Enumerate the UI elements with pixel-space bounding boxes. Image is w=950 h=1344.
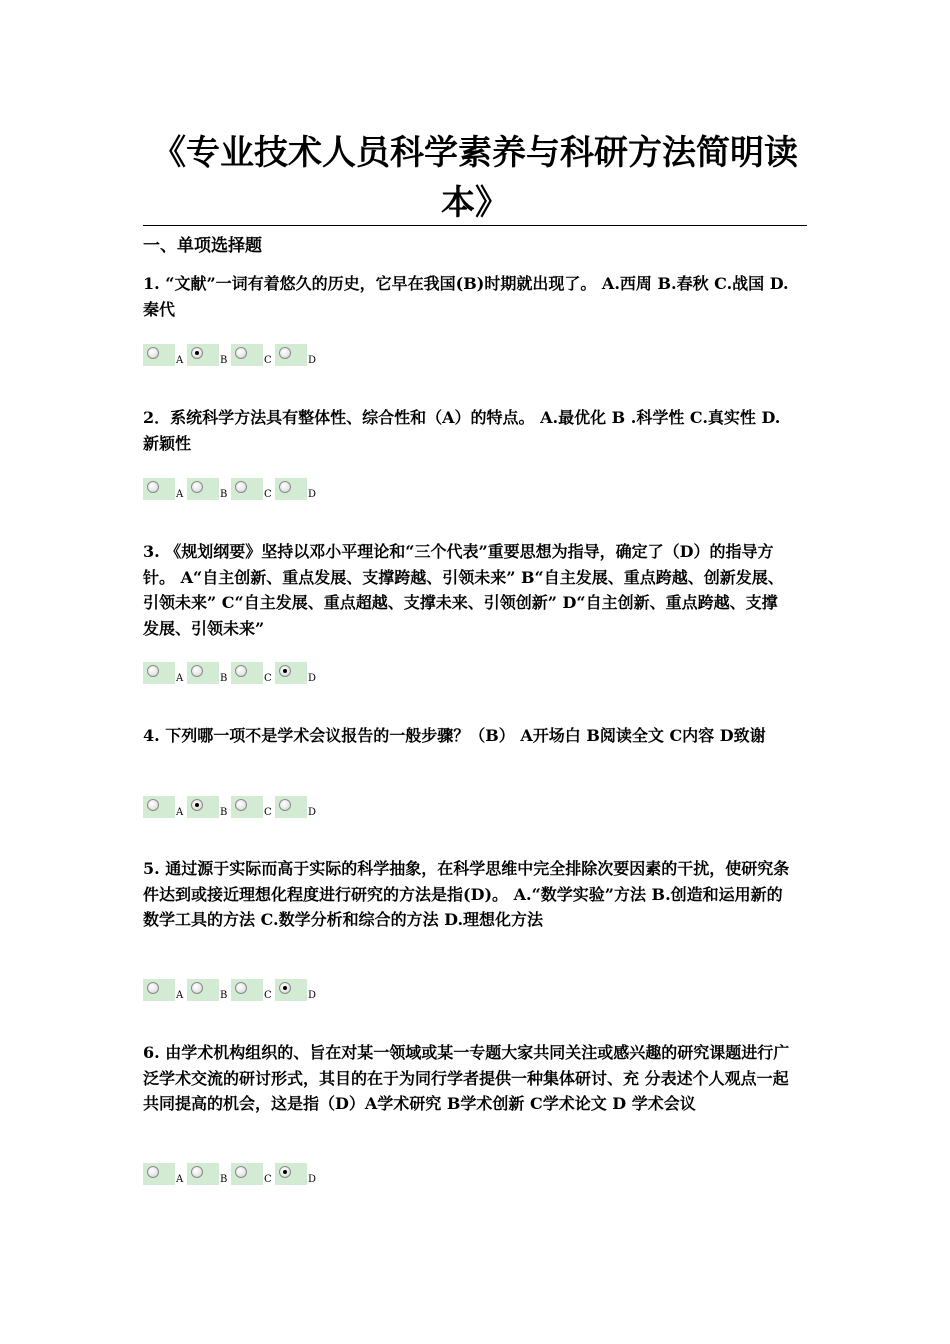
radio-unchecked-icon[interactable] [147,665,159,677]
question-5 [143,856,793,1001]
radio-unchecked-icon[interactable] [147,347,159,359]
option-label: B [220,990,228,1001]
option-b[interactable] [187,662,229,684]
radio-unchecked-icon[interactable] [147,982,159,994]
option-label: C [264,990,272,1001]
option-a[interactable] [143,344,185,366]
radio-unchecked-icon[interactable] [191,665,203,677]
question-text: 2．系统科学方法具有整体性、综合性和（A）的特点。 A.最优化 B .科学性 C.真实性 D.新颖性 [143,408,781,453]
radio-button[interactable] [187,796,219,818]
answer-options [143,979,319,1001]
option-c[interactable] [231,796,273,818]
answer-options [143,344,319,366]
option-label: C [264,673,272,684]
radio-unchecked-icon[interactable] [147,1166,159,1178]
option-label: D [308,1174,317,1185]
radio-unchecked-icon[interactable] [279,347,291,359]
option-label: A [176,1174,184,1185]
radio-button[interactable] [143,478,175,500]
option-c[interactable] [231,662,273,684]
radio-unchecked-icon[interactable] [191,1166,203,1178]
section-heading: 一、单项选择题 [143,236,262,256]
option-label: A [176,807,184,818]
option-b[interactable] [187,796,229,818]
radio-button[interactable] [275,478,307,500]
radio-button[interactable] [187,344,219,366]
radio-button[interactable] [275,662,307,684]
option-label: B [220,673,228,684]
radio-button[interactable] [275,796,307,818]
option-a[interactable] [143,979,185,1001]
option-b[interactable] [187,979,229,1001]
option-b[interactable] [187,478,229,500]
option-d[interactable] [275,979,317,1001]
question-1 [143,271,793,366]
option-label: C [264,807,272,818]
radio-checked-icon[interactable] [279,982,291,994]
document-title: 《专业技术人员科学素养与科研方法简明读本》 [152,133,798,223]
option-d[interactable] [275,662,317,684]
radio-button[interactable] [187,662,219,684]
option-b[interactable] [187,344,229,366]
option-a[interactable] [143,662,185,684]
radio-unchecked-icon[interactable] [279,799,291,811]
option-label: D [308,673,317,684]
question-text: 1. “文献”一词有着悠久的历史，它早在我国(B)时期就出现了。 A.西周 B.春秋 C.战国 D.秦代 [143,274,789,319]
radio-button[interactable] [143,796,175,818]
radio-checked-icon[interactable] [279,1166,291,1178]
radio-unchecked-icon[interactable] [147,481,159,493]
option-a[interactable] [143,478,185,500]
radio-unchecked-icon[interactable] [235,982,247,994]
radio-button[interactable] [231,1163,263,1185]
radio-button[interactable] [231,344,263,366]
radio-unchecked-icon[interactable] [191,982,203,994]
radio-checked-icon[interactable] [191,347,203,359]
option-a[interactable] [143,796,185,818]
option-label: B [220,807,228,818]
option-label: B [220,355,228,366]
option-d[interactable] [275,344,317,366]
question-6 [143,1040,793,1185]
option-label: A [176,990,184,1001]
question-3 [143,539,793,684]
radio-button[interactable] [231,979,263,1001]
answer-options [143,796,319,818]
radio-checked-icon[interactable] [279,665,291,677]
title-divider [143,225,807,226]
option-label: A [176,355,184,366]
radio-button[interactable] [143,979,175,1001]
radio-button[interactable] [187,1163,219,1185]
question-text: 4. 下列哪一项不是学术会议报告的一般步骤？（B） A开场白 B阅读全文 C内容 D致谢 [143,726,766,745]
question-4 [143,723,793,818]
answer-options [143,478,319,500]
radio-button[interactable] [275,344,307,366]
radio-unchecked-icon[interactable] [191,481,203,493]
option-c[interactable] [231,979,273,1001]
radio-unchecked-icon[interactable] [235,799,247,811]
option-label: D [308,489,317,500]
option-d[interactable] [275,1163,317,1185]
question-text: 6. 由学术机构组织的、旨在对某一领域或某一专题大家共同关注或感兴趣的研究课题进行广泛学术交流的研讨形式，其目的在于为同行学者提供一种集体研讨、充 分表述个人观点一起共同提高的机会，这是指（D）A学术研究 B学术创新 C学术论文 D 学术会议 [143,1043,790,1113]
radio-unchecked-icon[interactable] [279,481,291,493]
question-text: 3. 《规划纲要》坚持以邓小平理论和“三个代表”重要思想为指导，确定了（D）的指导方针。 A“自主创新、重点发展、支撑跨越、引领未来” B“自主发展、重点跨越、创新发展、引领未来” C“自主发展、重点超越、支撑未来、引领创新” D“自主创新、重点跨越、支撑发展、引领未来” [143,542,784,638]
option-b[interactable] [187,1163,229,1185]
answer-options [143,1163,319,1185]
option-label: C [264,489,272,500]
option-label: B [220,489,228,500]
radio-button[interactable] [275,1163,307,1185]
option-label: D [308,990,317,1001]
option-label: C [264,1174,272,1185]
option-label: C [264,355,272,366]
radio-button[interactable] [187,979,219,1001]
option-c[interactable] [231,1163,273,1185]
option-c[interactable] [231,344,273,366]
radio-button[interactable] [231,796,263,818]
radio-button[interactable] [143,662,175,684]
radio-unchecked-icon[interactable] [235,347,247,359]
option-label: B [220,1174,228,1185]
radio-unchecked-icon[interactable] [235,1166,247,1178]
question-text: 5. 通过源于实际而高于实际的科学抽象，在科学思维中完全排除次要因素的干扰，使研究条件达到或接近理想化程度进行研究的方法是指(D)。 A.“数学实验”方法 B.创造和运用新的数学工具的方法 C.数学分析和综合的方法 D.理想化方法 [143,859,790,929]
option-d[interactable] [275,478,317,500]
radio-button[interactable] [187,478,219,500]
option-c[interactable] [231,478,273,500]
option-d[interactable] [275,796,317,818]
option-label: D [308,355,317,366]
option-label: A [176,673,184,684]
option-a[interactable] [143,1163,185,1185]
radio-button[interactable] [231,478,263,500]
answer-options [143,662,319,684]
radio-button[interactable] [143,344,175,366]
radio-checked-icon[interactable] [191,799,203,811]
question-2 [143,405,793,500]
radio-button[interactable] [143,1163,175,1185]
radio-unchecked-icon[interactable] [235,481,247,493]
option-label: D [308,807,317,818]
radio-button[interactable] [231,662,263,684]
radio-unchecked-icon[interactable] [235,665,247,677]
radio-unchecked-icon[interactable] [147,799,159,811]
option-label: A [176,489,184,500]
radio-button[interactable] [275,979,307,1001]
